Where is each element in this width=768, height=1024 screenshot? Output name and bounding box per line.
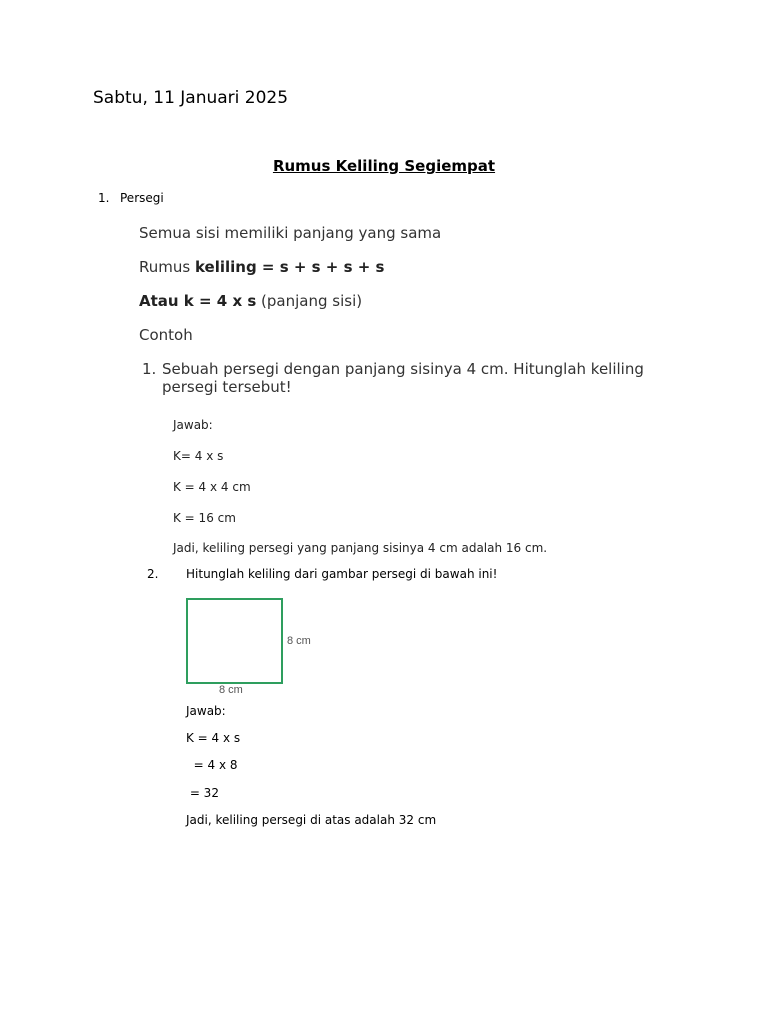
side-length-label: 8 cm <box>287 635 311 647</box>
document-date: Sabtu, 11 Januari 2025 <box>93 88 289 108</box>
question-2-text: Hitunglah keliling dari gambar persegi di bawah ini! <box>186 567 498 581</box>
q1-answer-line: K = 16 cm <box>173 511 236 525</box>
q1-answer-line: K= 4 x s <box>173 449 224 463</box>
atau-suffix: (panjang sisi) <box>256 292 363 310</box>
square-figure <box>180 592 320 698</box>
atau-line <box>139 292 362 310</box>
question-2-number: 2. <box>147 567 159 581</box>
contoh-label: Contoh <box>139 326 193 344</box>
q1-answer-line: K = 4 x 4 cm <box>173 480 251 494</box>
section-label: Persegi <box>120 191 164 205</box>
q1-answer-line: Jawab: <box>173 418 213 432</box>
q1-answer-conclusion: Jadi, keliling persegi yang panjang sisinya 4 cm adalah 16 cm. <box>173 541 548 555</box>
q2-answer-conclusion: Jadi, keliling persegi di atas adalah 32 cm <box>186 813 437 827</box>
document-title: Rumus Keliling Segiempat <box>272 157 496 175</box>
question-1-text: Sebuah persegi dengan panjang sisinya 4 cm. Hitunglah keliling persegi tersebut! <box>162 360 644 396</box>
square-shape <box>187 599 282 683</box>
q2-answer-line: = 32 <box>186 786 219 800</box>
q2-answer-line: Jawab: <box>186 704 226 718</box>
q2-answer-line: K = 4 x s <box>186 731 241 745</box>
q2-answer-line: = 4 x 8 <box>186 758 238 772</box>
intro-line-1: Semua sisi memiliki panjang yang sama <box>139 224 442 242</box>
rumus-line <box>139 258 384 276</box>
section-number: 1. <box>98 191 110 205</box>
bottom-length-label: 8 cm <box>219 684 243 696</box>
rumus-prefix: Rumus <box>139 258 195 276</box>
rumus-formula: keliling = s + s + s + s <box>194 258 385 276</box>
question-1-number: 1. <box>142 360 157 378</box>
atau-formula: Atau k = 4 x s <box>139 292 257 310</box>
